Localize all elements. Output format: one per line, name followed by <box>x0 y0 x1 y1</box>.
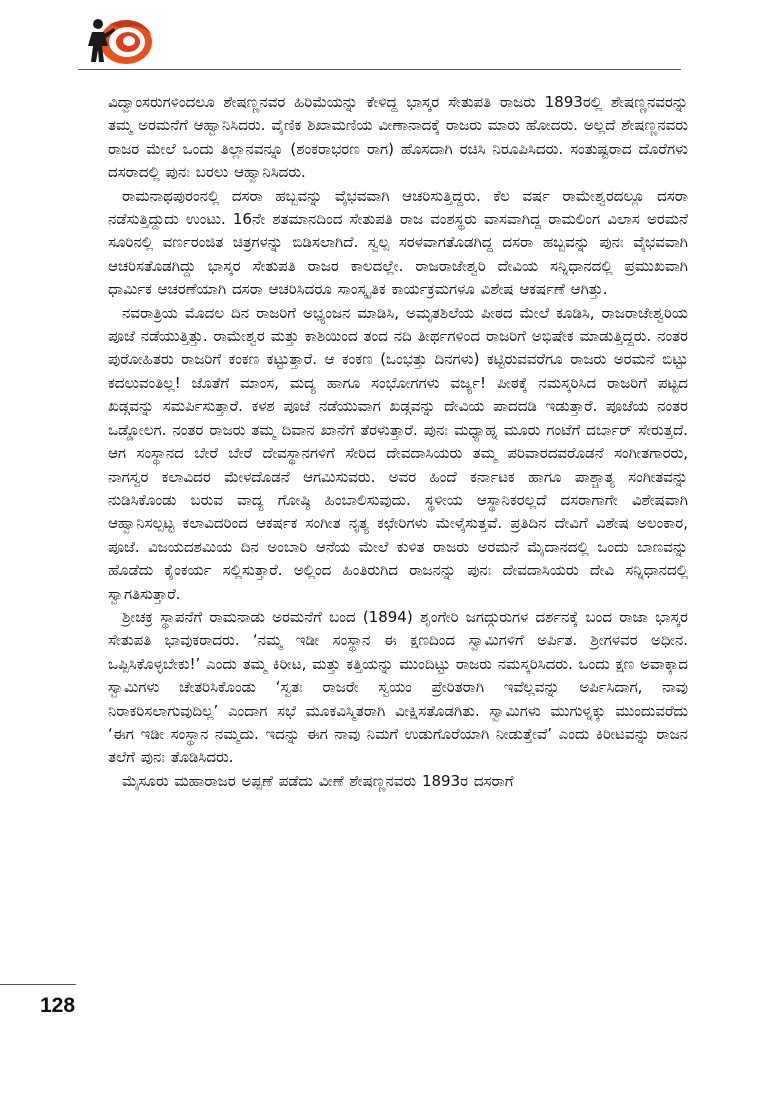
page-number: 128 <box>40 994 76 1017</box>
paragraph: ರಾಮನಾಥಪುರಂನಲ್ಲಿ ದಸರಾ ಹಬ್ಬವನ್ನು ವೈಭವವಾಗಿ ಆಚರಿಸುತ್ತಿದ್ದರು. ಕೆಲ ವರ್ಷ ರಾಮೇಶ್ವರದಲ್ಲೂ ದಸರಾ ನಡೆಸುತ್ತಿದ್ದುದು ಉಂಟು. 16ನೇ ಶತಮಾನದಿಂದ ಸೇತುಪತಿ ರಾಜ ವಂಶಸ್ಥರು ವಾಸವಾಗಿದ್ದ ರಾಮಲಿಂಗ ವಿಲಾಸ ಅರಮನೆ ಸೂರಿನಲ್ಲಿ ವರ್ಣರಂಜಿತ ಚಿತ್ರಗಳನ್ನು ಬಿಡಿಸಲಾಗಿದೆ. ಸ್ವಲ್ಪ ಸರಳವಾಗತೊಡಗಿದ್ದ ದಸರಾ ಹಬ್ಬವನ್ನು ಪುನಃ ವೈಭವವಾಗಿ ಆಚರಿಸತೊಡಗಿದ್ದು ಭಾಸ್ಕರ ಸೇತುಪತಿ ರಾಜರ ಕಾಲದಲ್ಲೇ. ರಾಜರಾಜೇಶ್ವರಿ ದೇವಿಯ ಸನ್ನಿಧಾನದಲ್ಲಿ ಪ್ರಮುಖವಾಗಿ ಧಾರ್ಮಿಕ ಆಚರಣೆಯಾಗಿ ದಸರಾ ಆಚರಿಸಿದರೂ ಸಾಂಸ್ಕೃತಿಕ ಕಾರ್ಯಕ್ರಮಗಳೂ ವಿಶೇಷ ಆಕರ್ಷಣೆ ಆಗಿತ್ತು. <box>108 186 688 299</box>
paragraph: ವಿದ್ವಾಂಸರುಗಳಿಂದಲೂ ಶೇಷಣ್ಣನವರ ಹಿರಿಮೆಯನ್ನು ಕೇಳಿದ್ದ ಭಾಸ್ಕರ ಸೇತುಪತಿ ರಾಜರು 1893ರಲ್ಲಿ ಶೇಷಣ್ಣನವರನ್ನು ತಮ್ಮ ಅರಮನೆಗೆ ಆಹ್ವಾನಿಸಿದರು. ವೈಣಿಕ ಶಿಖಾಮಣಿಯ ವೀಣಾನಾದಕ್ಕೆ ರಾಜರು ಮಾರು ಹೋದರು. ಅಲ್ಲದೆ ಶೇಷಣ್ಣನವರು ರಾಜರ ಮೇಲೆ ಒಂದು ತಿಲ್ಲಾನವನ್ನೂ (ಶಂಕರಾಭರಣ ರಾಗ) ಹೊಸದಾಗಿ ರಚಿಸಿ ನಿರೂಪಿಸಿದರು. ಸಂತುಷ್ಟರಾದ ದೊರೆಗಳು ದಸರಾದಲ್ಲಿ ಪುನಃ ಬರಲು ಆಹ್ವಾನಿಸಿದರು. <box>108 93 688 182</box>
body-text <box>108 91 688 793</box>
dancer-emblem-icon <box>80 10 158 70</box>
paragraph: ನವರಾತ್ರಿಯ ಮೊದಲ ದಿನ ರಾಜರಿಗೆ ಅಭ್ಯಂಜನ ಮಾಡಿಸಿ, ಅಮೃತಶಿಲೆಯ ಪೀಠದ ಮೇಲೆ ಕೂಡಿಸಿ, ರಾಜರಾಜೇಶ್ವರಿಯ ಪೂಜೆ ನಡೆಯುತ್ತಿತ್ತು. ರಾಮೇಶ್ವರ ಮತ್ತು ಕಾಶಿಯಿಂದ ತಂದ ನದಿ ತೀರ್ಥಗಳಿಂದ ರಾಜರಿಗೆ ಅಭಿಷೇಕ ಮಾಡುತ್ತಿದ್ದರು. ನಂತರ ಪುರೋಹಿತರು ರಾಜರಿಗೆ ಕಂಕಣ ಕಟ್ಟುತ್ತಾರೆ. ಆ ಕಂಕಣ (ಒಂಭತ್ತು ದಿನಗಳು) ಕಟ್ಟಿರುವವರೆಗೂ ರಾಜರು ಅರಮನೆ ಬಿಟ್ಟು ಕದಲುವಂತಿಲ್ಲ! ಜೊತೆಗೆ ಮಾಂಸ, ಮದ್ಯ ಹಾಗೂ ಸಂಭೋಗಗಳು ವರ್ಜ್ಯ! ಪೀಠಕ್ಕೆ ನಮಸ್ಕರಿಸಿದ ರಾಜರಿಗೆ ಪಟ್ಟದ ಖಡ್ಗವನ್ನು ಸಮರ್ಪಿಸುತ್ತಾರೆ. ಕಳಶ ಪೂಜೆ ನಡೆಯುವಾಗ ಖಡ್ಗವನ್ನು ದೇವಿಯ ಪಾದದಡಿ ಇಡುತ್ತಾರೆ. ಪೂಜೆಯ ನಂತರ ಒಡ್ಡೋಲಗ. ನಂತರ ರಾಜರು ತಮ್ಮ ದಿವಾನ ಖಾನೆಗೆ ತೆರಳುತ್ತಾರೆ. ಪುನಃ ಮಧ್ಯಾಹ್ನ ಮೂರು ಗಂಟೆಗೆ ದರ್ಬಾರ್ ಸೇರುತ್ತದೆ. ಆಗ ಸಂಸ್ಥಾನದ ಬೇರೆ ಬೇರೆ ದೇವಸ್ಥಾನಗಳಿಗೆ ಸೇರಿದ ದೇವದಾಸಿಯರು ತಮ್ಮ ಪರಿವಾರದವರೊಡನೆ ಸಂಗೀತಗಾರರು, ನಾಗಸ್ವರ ಕಲಾವಿದರ ಮೇಳದೊಡನೆ ಆಗಮಿಸುವರು. ಅವರ ಹಿಂದೆ ಕರ್ನಾಟಕ ಹಾಗೂ ಪಾಶ್ಚಾತ್ಯ ಸಂಗೀತವನ್ನು ನುಡಿಸಿಕೊಂಡು ಬರುವ ವಾದ್ಯ ಗೋಷ್ಠಿ ಹಿಂಬಾಲಿಸುವುದು. ಸ್ಥಳೀಯ ಆಸ್ಥಾನಿಕರಲ್ಲದೆ ದಸರಾಗಾಗೇ ವಿಶೇಷವಾಗಿ ಆಹ್ವಾನಿಸಲ್ಪಟ್ಟ ಕಲಾವಿದರಿಂದ ಆಕರ್ಷಕ ಸಂಗೀತ ನೃತ್ಯ ಕಛೇರಿಗಳು ಮೇಳೈಸುತ್ತವೆ. ಪ್ರತಿದಿನ ದೇವಿಗೆ ವಿಶೇಷ ಅಲಂಕಾರ, ಪೂಜೆ. ವಿಜಯದಶಮಿಯ ದಿನ ಅಂಬಾರಿ ಆನೆಯ ಮೇಲೆ ಕುಳಿತ ರಾಜರು ಅರಮನೆ ಮೈದಾನದಲ್ಲಿ ಒಂದು ಬಾಣವನ್ನು ಹೊಡೆದು ಕೈಂಕರ್ಯ ಸಲ್ಲಿಸುತ್ತಾರೆ. ಅಲ್ಲಿಂದ ಹಿಂತಿರುಗಿದ ರಾಜನನ್ನು ಪುನಃ ದೇವದಾಸಿಯರು ದೇವಿ ಸನ್ನಿಧಾನದಲ್ಲಿ ಸ್ವಾಗತಿಸುತ್ತಾರೆ. <box>108 303 688 603</box>
footer-rule <box>0 984 76 985</box>
paragraph: ಶ್ರೀಚಕ್ರ ಸ್ಥಾಪನೆಗೆ ರಾಮನಾಡು ಅರಮನೆಗೆ ಬಂದ (1894) ಶೃಂಗೇರಿ ಜಗದ್ಗುರುಗಳ ದರ್ಶನಕ್ಕೆ ಬಂದ ರಾಜಾ ಭಾಸ್ಕರ ಸೇತುಪತಿ ಭಾವುಕರಾದರು. ‘ನಮ್ಮ ಇಡೀ ಸಂಸ್ಥಾನ ಈ ಕ್ಷಣದಿಂದ ಸ್ವಾಮಿಗಳಿಗೆ ಅರ್ಪಿತ. ಶ್ರೀಗಳವರ ಅಧೀನ. ಒಪ್ಪಿಸಿಕೊಳ್ಳಬೇಕು!’ ಎಂದು ತಮ್ಮ ಕಿರೀಟ, ಮತ್ತು ಕತ್ತಿಯನ್ನು ಮುಂದಿಟ್ಟು ರಾಜರು ನಮಸ್ಕರಿಸಿದರು. ಒಂದು ಕ್ಷಣ ಅವಾಕ್ಕಾದ ಸ್ವಾಮಿಗಳು ಚೇತರಿಸಿಕೊಂಡು ‘ಸ್ವತಃ ರಾಜರೇ ಸ್ವಯಂ ಪ್ರೇರಿತರಾಗಿ ಇವೆಲ್ಲವನ್ನು ಅರ್ಪಿಸಿದಾಗ, ನಾವು ನಿರಾಕರಿಸಲಾಗುವುದಿಲ್ಲ’ ಎಂದಾಗ ಸಭೆ ಮೂಕವಿಸ್ಮಿತರಾಗಿ ವೀಕ್ಷಿಸತೊಡಗಿತು. ಸ್ವಾಮಿಗಳು ಮುಗುಳ್ನಕ್ಕು ಮುಂದುವರೆದು ‘ಈಗ ಇಡೀ ಸಂಸ್ಥಾನ ನಮ್ಮದು. ಇದನ್ನು ಈಗ ನಾವು ನಿಮಗೆ ಉಡುಗೊರೆಯಾಗಿ ನೀಡುತ್ತೇವೆ’ ಎಂದು ಕಿರೀಟವನ್ನು ರಾಜನ ತಲೆಗೆ ಪುನಃ ತೊಡಿಸಿದರು. <box>108 607 688 767</box>
paragraph: ಮೈಸೂರು ಮಹಾರಾಜರ ಅಪ್ಪಣೆ ಪಡೆದು ವೀಣೆ ಶೇಷಣ್ಣನವರು 1893ರ ದಸರಾಗೆ <box>122 771 514 790</box>
header-rule <box>78 69 681 70</box>
